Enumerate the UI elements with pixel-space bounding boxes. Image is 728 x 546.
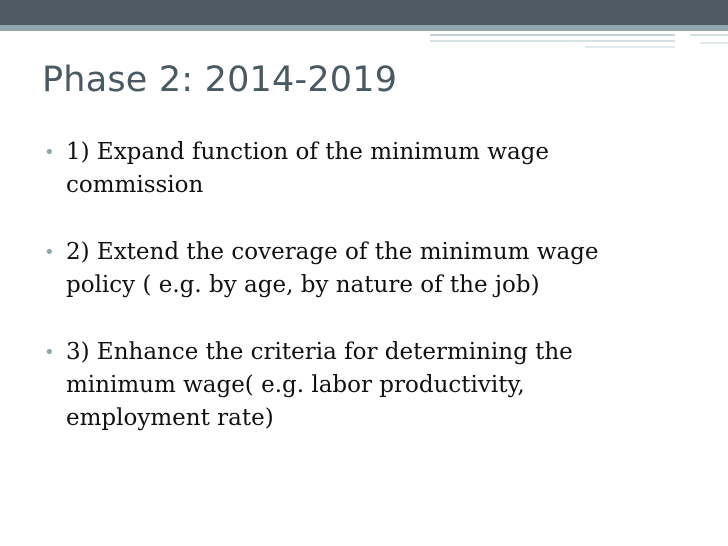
decorative-line	[430, 34, 675, 36]
bullet-point-icon: •	[44, 142, 55, 163]
decorative-line	[690, 34, 728, 36]
decorative-line	[700, 42, 728, 44]
bullet-text: 1) Expand function of the minimum wage commission	[66, 139, 550, 198]
bullet-item	[44, 236, 664, 302]
bullet-item	[44, 336, 664, 435]
slide-title: Phase 2: 2014-2019	[42, 60, 398, 100]
bullet-point-icon: •	[44, 342, 55, 363]
bullet-item	[44, 136, 664, 202]
header-accent-stripe	[0, 25, 728, 31]
decorative-line	[430, 40, 675, 42]
decorative-line	[585, 46, 675, 48]
header-band	[0, 0, 728, 25]
bullet-text: 3) Enhance the criteria for determining the minimum wage( e.g. labor productivity, employment rate)	[66, 339, 573, 431]
bullet-text: 2) Extend the coverage of the minimum wage policy ( e.g. by age, by nature of the job)	[66, 239, 599, 298]
bullet-point-icon: •	[44, 242, 55, 263]
bullet-list	[44, 136, 664, 469]
